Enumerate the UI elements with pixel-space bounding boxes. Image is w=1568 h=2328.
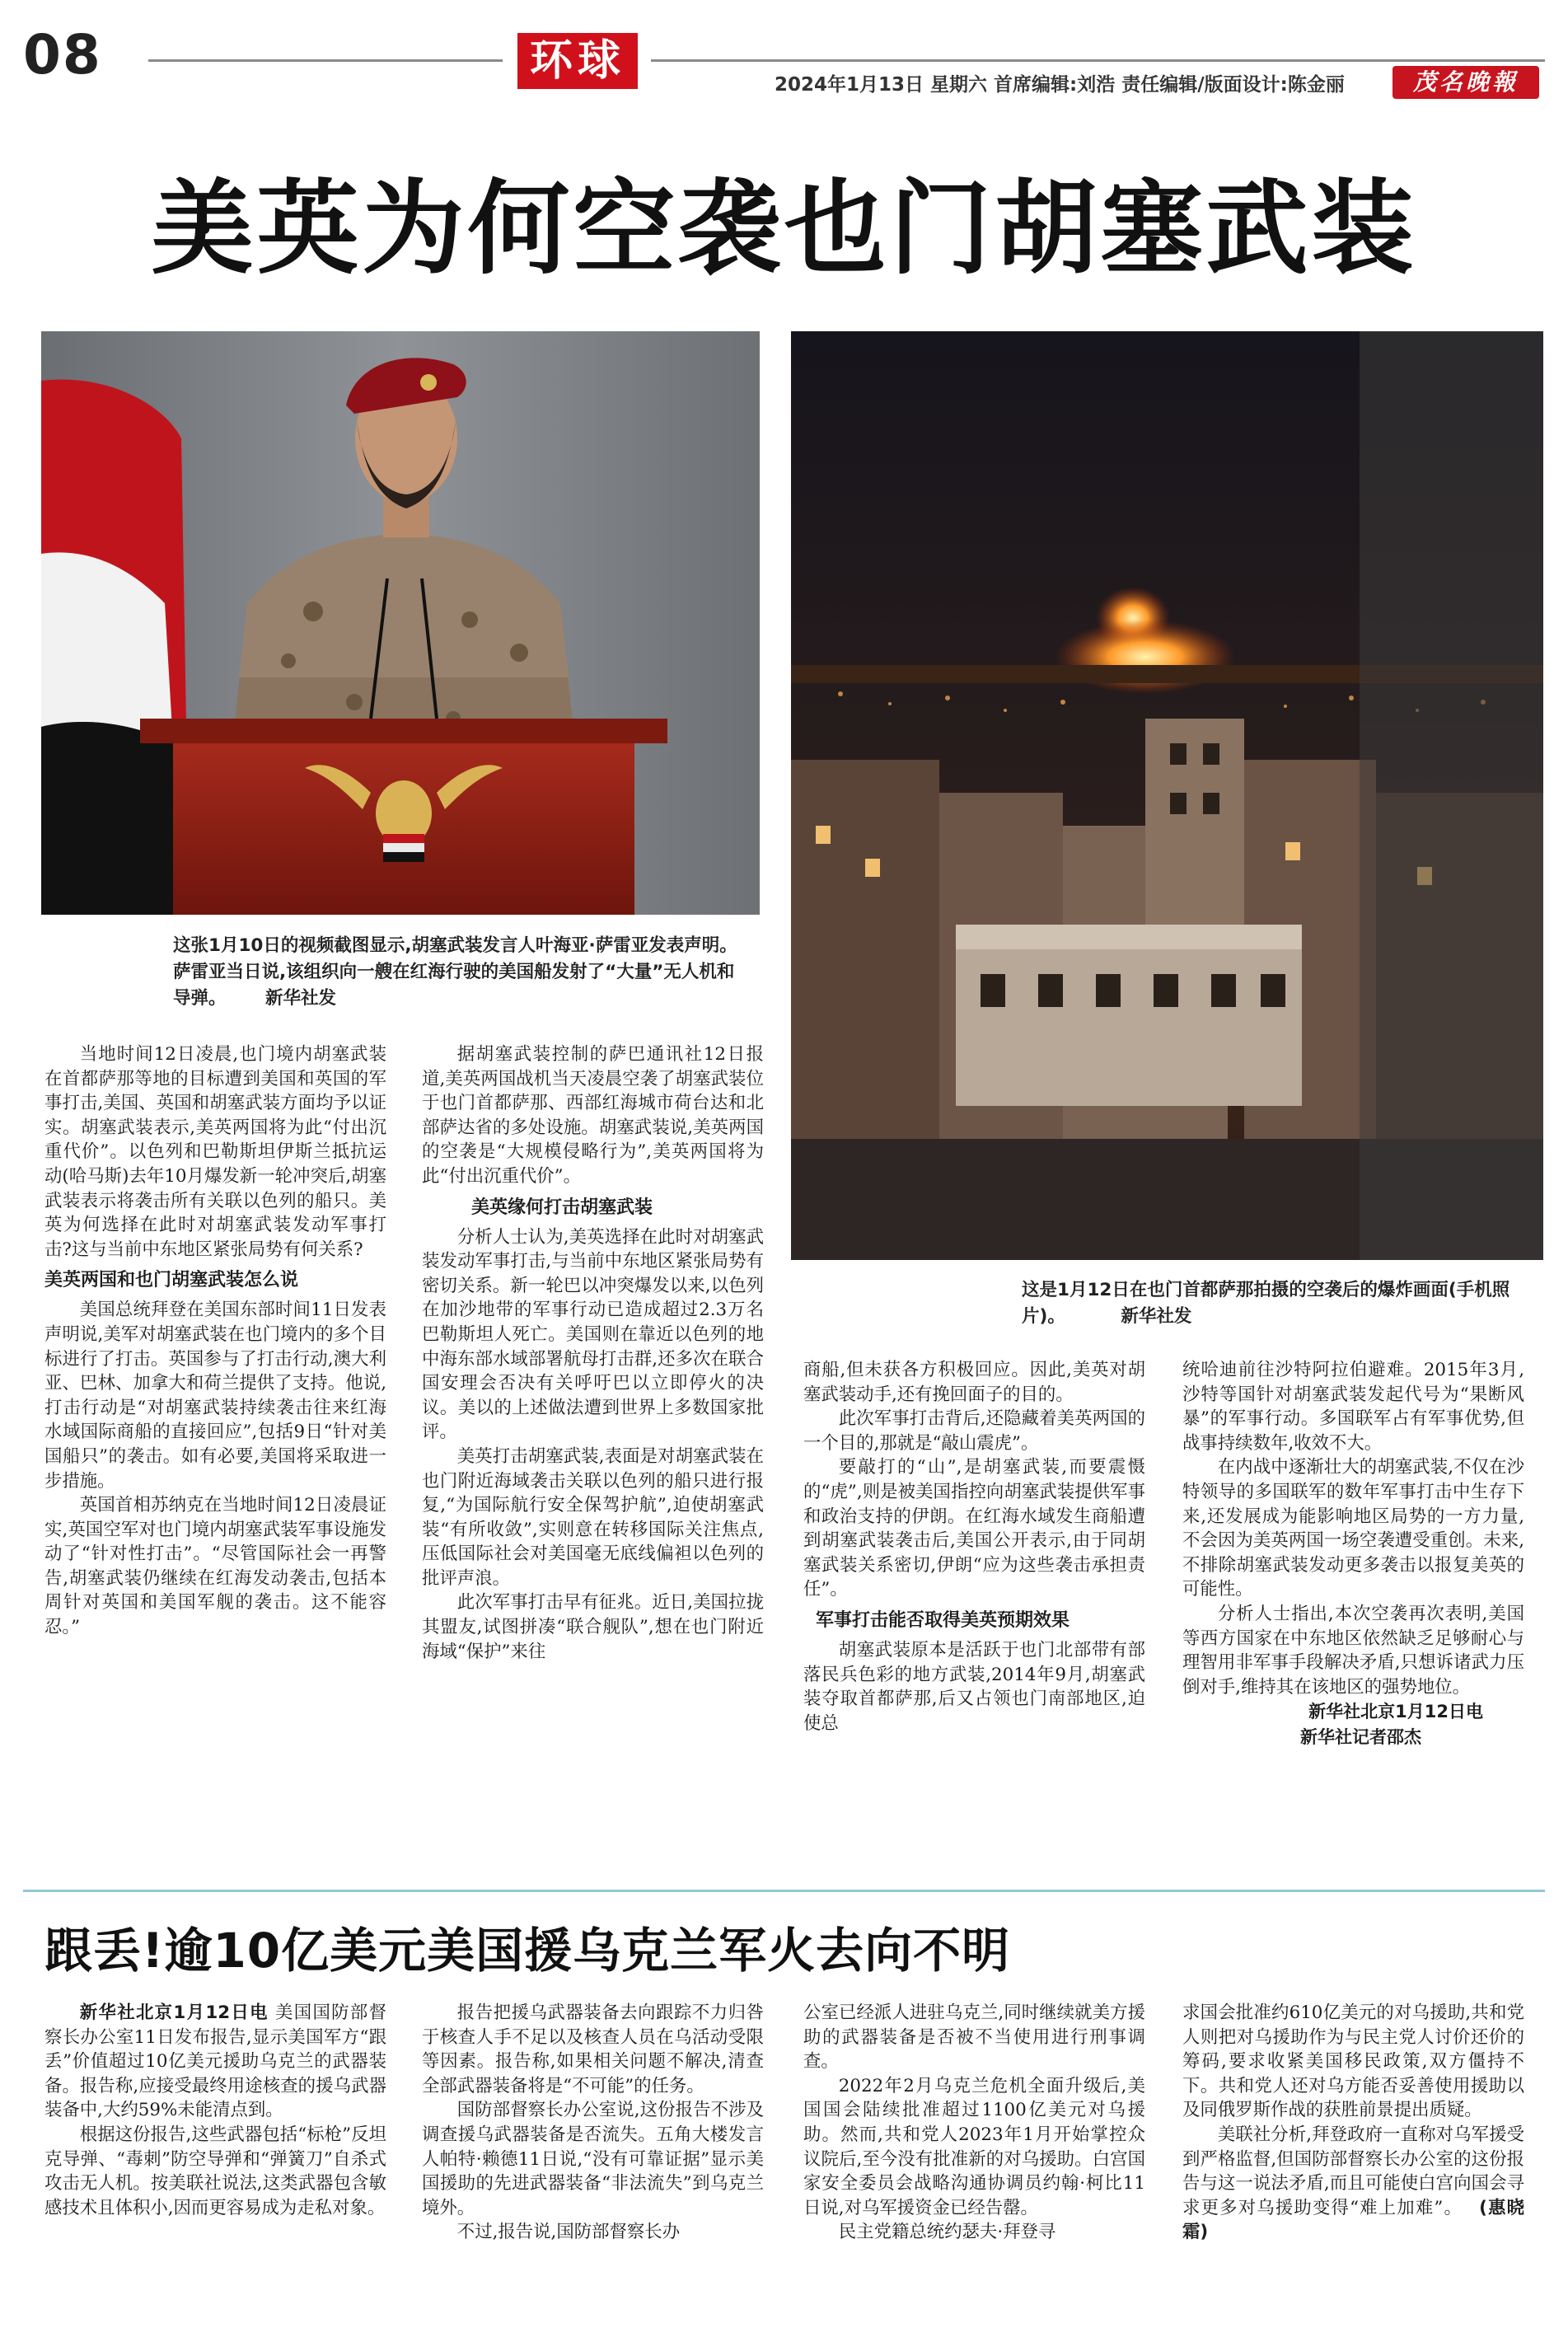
edition-meta: 2024年1月13日 星期六 首席编辑:刘浩 责任编辑/版面设计:陈金丽 [775,74,1345,96]
photo1-caption [173,933,750,1012]
story2-col1-lead: 美国国防部督察长办公室11日发布报告,显示美国军方“跟丢”价值超过10亿美元援助乌克兰的武器装备。报告称,应接受最终用途核查的援乌武器装备中,大约59%未能清点到。 [44,2002,386,2121]
story1-col4-paragraph: 在内战中逐渐壮大的胡塞武装,不仅在沙特领导的多国联军的数年军事打击中生存下来,还发展成为能影响地区局势的一方力量,不会因为美英两国一场空袭遭受重创。未来,不排除胡塞武装发动更多袭击以报复美英的可能性。 [1182,1457,1524,1600]
story1-headline: 美英为何空袭也门胡塞武装 [151,170,1417,288]
story1-subhead-1: 美英两国和也门胡塞武装怎么说 [44,1270,299,1291]
section-badge: 环球 [517,33,638,89]
newspaper-logo: 茂名晚報 [1392,66,1539,99]
story1-col2-paragraph: 此次军事打击早有征兆。近日,美国拉拢其盟友,试图拼凑“联合舰队”,想在也门附近海域“保护”来往 [422,1592,764,1662]
story2-dateline: 新华社北京1月12日电 [79,2002,269,2023]
story2-column-2 [422,2001,764,2245]
story1-column-2 [422,1042,764,1664]
story1-col4-paragraph: 统哈迪前往沙特阿拉伯避难。2015年3月,沙特等国针对胡塞武装发起代号为“果断风暴”的军事行动。多国联军占有军事优势,但战事持续数年,收效不大。 [1182,1360,1524,1454]
story1-col3-paragraph: 要敲打的“山”,是胡塞武装,而要震慑的“虎”,则是被美国指控向胡塞武装提供军事和政治支持的伊朗。在红海水域发生商船遭到胡塞武装袭击后,美国公开表示,由于同胡塞武装关系密切,伊朗“应为这些袭击承担责任”。 [803,1457,1145,1600]
story2-col3-paragraph: 公室已经派人进驻乌克兰,同时继续就美方援助的武器装备是否被不当使用进行刑事调查。 [803,2002,1145,2073]
story2-col4-paragraph: 求国会批准约610亿美元的对乌援助,共和党人则把对乌援助作为与民主党人讨价还价的筹码,要求收紧美国移民政策,双方僵持不下。共和党人还对乌方能否妥善使用援助以及同俄罗斯作战的获胜前景提出质疑。 [1182,2002,1524,2121]
photo1-caption-text: 这张1月10日的视频截图显示,胡塞武装发言人叶海亚·萨雷亚发表声明。萨雷亚当日说,该组织向一艘在红海行驶的美国船发射了“大量”无人机和导弹。 [173,935,737,1009]
story1-col2-paragraph: 据胡塞武装控制的萨巴通讯社12日报道,美英两国战机当天凌晨空袭了胡塞武装位于也门首都萨那、西部红海城市荷台达和北部萨达省的多处设施。胡塞武装说,美英两国的空袭是“大规模侵略行为”,美英两国将为此“付出沉重代价”。 [422,1044,764,1187]
story2-column-3 [803,2001,1145,2245]
header-rule-right [651,59,1545,62]
story1-col1-paragraph: 当地时间12日凌晨,也门境内胡塞武装在首都萨那等地的目标遭到美国和英国的军事打击,美国、英国和胡塞武装方面均予以证实。胡塞武装表示,美英两国将为此“付出沉重代价”。以色列和巴勒斯坦伊斯兰抵抗运动(哈马斯)去年10月爆发新一轮冲突后,胡塞武装表示将袭击所有关联以色列的船只。美英为何选择在此时对胡塞武装发动军事打击?这与当前中东地区紧张局势有何关系? [44,1044,386,1260]
story2-col2-paragraph: 不过,报告说,国防部督察长办 [456,2222,681,2243]
story1-col3-paragraph: 商船,但未获各方积极回应。因此,美英对胡塞武装动手,还有挽回面子的目的。 [803,1360,1145,1405]
story1-col2-paragraph: 分析人士认为,美英选择在此时对胡塞武装发动军事打击,与当前中东地区紧张局势有密切关系。新一轮巴以冲突爆发以来,以色列在加沙地带的军事行动已造成超过2.3万名巴勒斯坦人死亡。美国则在靠近以色列的地中海东部水域部署航母打击群,还多次在联合国安理会否决有关呼吁巴以立即停火的决议。美以的上述做法遭到世界上多数国家批评。 [422,1226,764,1443]
story1-byline-reporter: 新华社记者邵杰 [1300,1727,1421,1748]
spokesman-photo [41,331,760,915]
story1-column-4 [1182,1358,1524,1750]
page-number: 08 [23,23,102,87]
photo2-caption-text: 这是1月12日在也门首都萨那拍摄的空袭后的爆炸画面(手机照片)。 [1022,1280,1510,1327]
story2-col3-paragraph: 民主党籍总统约瑟夫·拜登寻 [838,2222,1056,2243]
story2-signoff: (惠晓霜) [1182,2197,1524,2243]
header-rule-left [148,59,503,62]
story2-column-1 [44,2001,386,2220]
story2-col1-paragraph: 根据这份报告,这些武器包括“标枪”反坦克导弹、“毒刺”防空导弹和“弹簧刀”自杀式攻击无人机。按美联社说法,这类武器包含敏感技术且体积小,因而更容易成为走私对象。 [44,2124,386,2218]
photo2-credit: 新华社发 [1121,1306,1192,1327]
explosion-photo [791,331,1543,1260]
story2-headline: 跟丢!逾10亿美元美国援乌克兰军火去向不明 [44,1923,1011,1979]
story1-col2-paragraph: 美英打击胡塞武装,表面是对胡塞武装在也门附近海域袭击关联以色列的船只进行报复,“为国际航行安全保驾护航”,迫使胡塞武装“有所收敛”,实则意在转移国际关注焦点,压低国际社会对美国毫无底线偏袒以色列的批评声浪。 [422,1445,764,1589]
story2-col4-paragraph [1182,2123,1524,2245]
story1-col1-paragraph: 美国总统拜登在美国东部时间11日发表声明说,美军对胡塞武装在也门境内的多个目标进行了打击。英国参与了打击行动,澳大利亚、巴林、加拿大和荷兰提供了支持。他说,打击行动是“对胡塞武装持续袭击往来红海水域国际商船的直接回应”,包括9日“针对美国船只”的袭击。如有必要,美国将采取进一步措施。 [44,1300,386,1492]
story2-col3-paragraph: 2022年2月乌克兰危机全面升级后,美国国会陆续批准超过1100亿美元对乌援助。然而,共和党人2023年1月开始掌控众议院后,至今没有批准新的对乌援助。白宫国家安全委员会战略沟通协调员约翰·柯比11日说,对乌军援资金已经告罄。 [803,2075,1145,2218]
photo2-caption [1022,1277,1541,1330]
story2-col1-paragraph [44,2001,386,2123]
story1-col4-paragraph: 分析人士指出,本次空袭再次表明,美国等西方国家在中东地区依然缺乏足够耐心与理智用非军事手段解决矛盾,只想诉诸武力压倒对手,维持其在该地区的强势地位。 [1182,1603,1524,1698]
story2-col2-paragraph: 报告把援乌武器装备去向跟踪不力归咎于核查人手不足以及核查人员在乌活动受限等因素。报告称,如果相关问题不解决,清查全部武器装备将是“不可能”的任务。 [422,2002,764,2096]
story1-byline-dateline: 新华社北京1月12日电 [1308,1702,1483,1722]
story1-subhead-3: 军事打击能否取得美英预期效果 [816,1609,1070,1631]
story2-col4-text: 美联社分析,拜登政府一直称对乌军援受到严格监督,但国防部督察长办公室的这份报告与这一说法矛盾,而且可能使白宫向国会寻求更多对乌援助变得“难上加难”。 [1182,2124,1524,2218]
story2-col2-paragraph: 国防部督察长办公室说,这份报告不涉及调查援乌武器装备是否流失。五角大楼发言人帕特·赖德11日说,“没有可靠证据”显示美国援助的先进武器装备“非法流失”到乌克兰境外。 [422,2100,764,2218]
story1-column-1 [44,1042,386,1640]
story1-col1-paragraph: 英国首相苏纳克在当地时间12日凌晨证实,英国空军对也门境内胡塞武装军事设施发动了“针对性打击”。“尽管国际社会一再警告,胡塞武装仍继续在红海发动袭击,包括本周针对英国和美国军舰的袭击。这不能容忍。” [44,1495,386,1638]
story-divider [23,1890,1545,1892]
photo1-credit: 新华社发 [265,988,337,1009]
story2-column-4 [1182,2001,1524,2245]
story1-col3-paragraph: 胡塞武装原本是活跃于也门北部带有部落民兵色彩的地方武装,2014年9月,胡塞武装夺取首都萨那,后又占领也门南部地区,迫使总 [803,1639,1145,1734]
story1-column-3 [803,1358,1145,1735]
story1-subhead-2: 美英缘何打击胡塞武装 [471,1197,653,1218]
story1-col3-paragraph: 此次军事打击背后,还隐藏着美英两国的一个目的,那就是“敲山震虎”。 [803,1408,1145,1454]
